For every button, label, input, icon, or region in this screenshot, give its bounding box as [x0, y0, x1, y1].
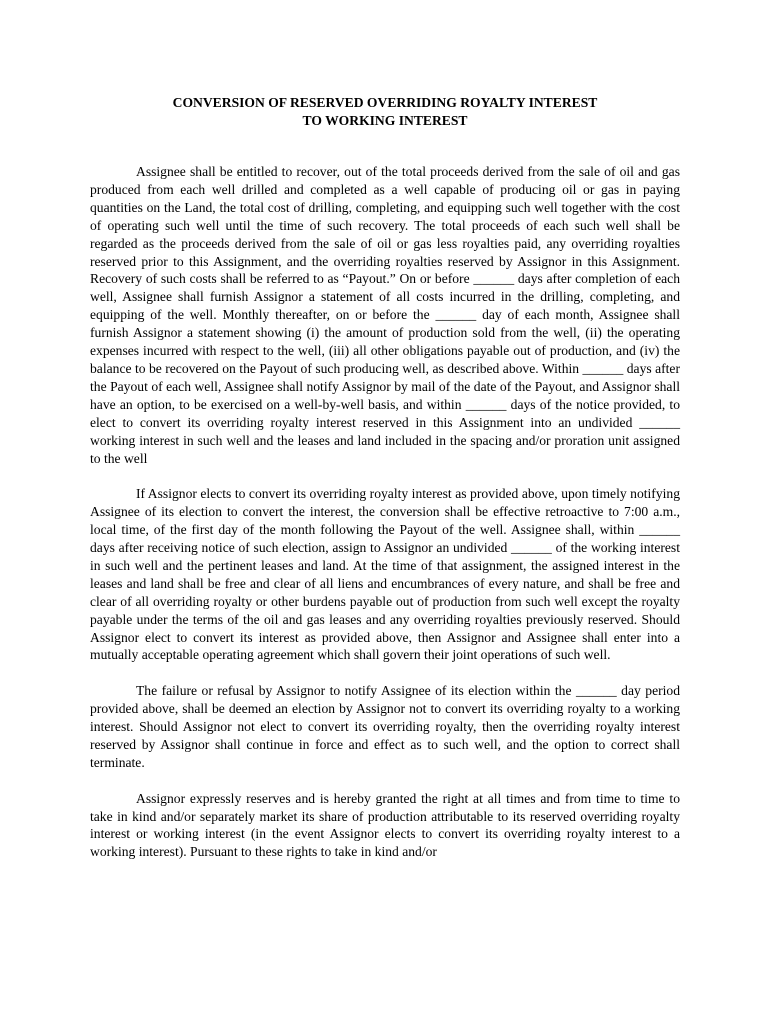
document-body — [90, 163, 680, 879]
title-line-1: CONVERSION OF RESERVED OVERRIDING ROYALTY INTEREST — [172, 95, 598, 110]
paragraph-take-in-kind: Assignor expressly reserves and is hereby granted the right at all times and from time to time to take in kind and/or separately market its share of production attributable to its reserved overriding royalty interest or working interest (in the event Assignor elects to convert its overriding royalty interest to a working interest). Pursuant to these rights to take in kind and/or — [90, 790, 680, 860]
paragraph-conversion-election: If Assignor elects to convert its overriding royalty interest as provided above, upon timely notifying Assignee of its election to convert the interest, the conversion shall be effective retroactive to 7:00 a.m., local time, of the first day of the month following the Payout of the well. Assignee shall, within ______ days after receiving notice of such election, assign to Assignor an undivided ______ of the working interest in such well and the pertinent leases and land. At the time of that assignment, the assigned interest in the leases and land shall be free and clear of all liens and encumbrances of every nature, and shall be free and clear of all overriding royalty or other burdens payable out of production from such well except the royalty payable under the terms of the oil and gas leases and any overriding royalties previously reserved. Should Assignor elect to convert its interest as provided above, then Assignor and Assignee shall enter into a mutually acceptable operating agreement which shall govern their joint operations of such well. — [90, 486, 680, 663]
paragraph-payout-recovery: Assignee shall be entitled to recover, out of the total proceeds derived from the sale of oil and gas produced from each well drilled and completed as a well capable of producing oil or gas in paying quantities on the Land, the total cost of drilling, completing, and equipping such well together with the cost of operating such well until the time of such recovery. The total proceeds of each such well shall be regarded as the proceeds derived from the sale of oil or gas less royalties paid, any overriding royalties reserved prior to this Assignment, and the overriding royalties reserved by Assignor in this Assignment. Recovery of such costs shall be referred to as “Payout.” On or before ______ days after completion of each well, Assignee shall furnish Assignor a statement of all costs incurred in the drilling, completing, and equipping of the well. Monthly thereafter, on or before the ______ day of each month, Assignee shall furnish Assignor a statement showing (i) the amount of production sold from the well, (ii) the operating expenses incurred with respect to the well, (iii) all other obligations payable out of production, and (iv) the balance to be recovered on the Payout of such producing well, as described above. Within ______ days after the Payout of each well, Assignee shall notify Assignor by mail of the date of the Payout, and Assignor shall have an option, to be exercised on a well-by-well basis, and within ______ days of the notice provided, to elect to convert its overriding royalty interest reserved in this Assignment into an undivided ______ working interest in such well and the leases and land included in the spacing and/or proration unit assigned to the well — [90, 164, 680, 466]
title-line-2: TO WORKING INTEREST — [302, 112, 468, 128]
document-title — [90, 94, 680, 129]
paragraph-failure-to-notify: The failure or refusal by Assignor to notify Assignee of its election within the ______ day period provided above, shall be deemed an election by Assignor not to convert its overriding royalty to a working interest. Should Assignor not elect to convert its overriding royalty, then the overriding royalty interest reserved by Assignor shall continue in force and effect as to such well, and the option to correct shall terminate. — [90, 683, 680, 770]
